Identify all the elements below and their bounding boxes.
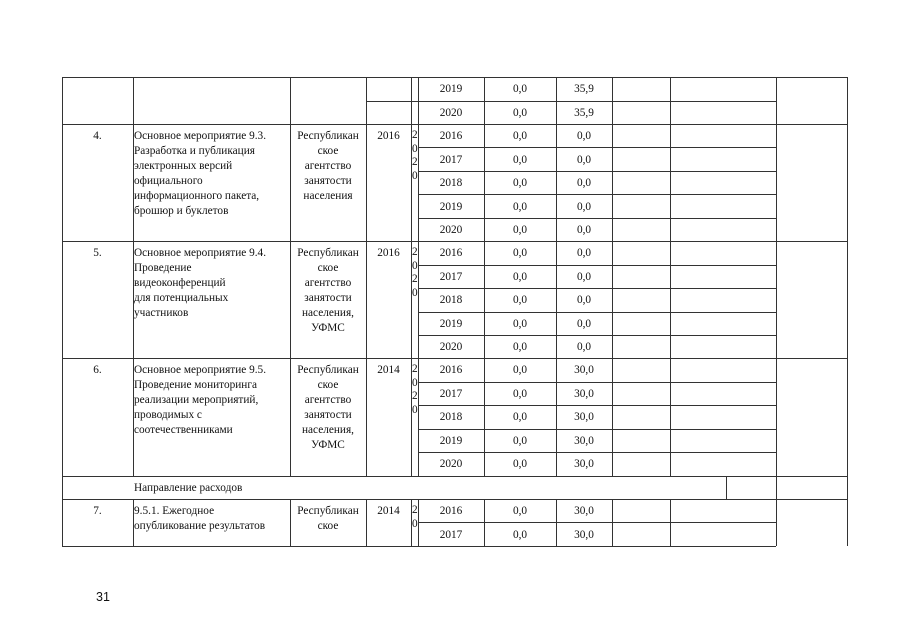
row-line <box>418 452 776 453</box>
year-cell: 2019 <box>439 435 463 447</box>
row-line <box>418 335 776 336</box>
value-cell: 0,0 <box>512 177 528 189</box>
section-label: Направление расходов <box>134 482 243 494</box>
activity-name: Основное мероприятие 9.5. Проведение мониторинга реализации мероприятий, проводимых с соотечественниками <box>134 364 267 436</box>
start-year: 2016 <box>377 130 400 142</box>
value-cell: 0,0 <box>576 318 592 330</box>
col-line <box>670 499 671 546</box>
row-line <box>418 522 776 523</box>
year-cell: 2020 <box>439 107 463 119</box>
start-year: 2016 <box>377 247 400 259</box>
end-year: 2 0 <box>412 504 418 530</box>
value-cell: 0,0 <box>512 341 528 353</box>
value-cell: 0,0 <box>512 271 528 283</box>
activity-name: Основное мероприятие 9.4. Проведение видеоконференций для потенциальных участников <box>134 247 267 319</box>
col-line <box>726 476 727 499</box>
row-line <box>366 101 776 102</box>
page-number: 31 <box>96 590 110 604</box>
col-line <box>612 77 613 476</box>
executor: Республикан ское агентство занятости населения, УФМС <box>297 247 359 334</box>
row-number: 7. <box>93 505 102 517</box>
value-cell: 35,9 <box>574 83 594 95</box>
year-cell: 2016 <box>439 505 463 517</box>
value-cell: 0,0 <box>576 224 592 236</box>
value-cell: 0,0 <box>512 83 528 95</box>
value-cell: 30,0 <box>574 505 594 517</box>
table-bottom-border <box>62 546 776 547</box>
block-line <box>62 241 848 242</box>
value-cell: 0,0 <box>512 294 528 306</box>
value-cell: 0,0 <box>512 411 528 423</box>
value-cell: 0,0 <box>512 388 528 400</box>
col-line <box>776 77 777 546</box>
block-line <box>62 358 848 359</box>
row-line <box>418 288 776 289</box>
executor: Республикан ское <box>297 505 359 532</box>
value-cell: 0,0 <box>576 154 592 166</box>
value-cell: 0,0 <box>512 201 528 213</box>
year-cell: 2020 <box>439 224 463 236</box>
year-cell: 2016 <box>439 364 463 376</box>
table-right-border <box>847 77 848 546</box>
end-year: 2 0 2 0 <box>412 129 418 182</box>
value-cell: 30,0 <box>574 458 594 470</box>
value-cell: 0,0 <box>576 177 592 189</box>
value-cell: 0,0 <box>512 130 528 142</box>
block-line <box>62 124 848 125</box>
row-line <box>418 312 776 313</box>
value-cell: 0,0 <box>576 201 592 213</box>
year-cell: 2019 <box>439 201 463 213</box>
block-line <box>62 476 848 477</box>
row-number: 6. <box>93 364 102 376</box>
value-cell: 0,0 <box>512 154 528 166</box>
row-number: 4. <box>93 130 102 142</box>
value-cell: 0,0 <box>512 458 528 470</box>
year-cell: 2017 <box>439 271 463 283</box>
col-line <box>612 499 613 546</box>
year-cell: 2017 <box>439 388 463 400</box>
year-cell: 2017 <box>439 154 463 166</box>
year-cell: 2020 <box>439 458 463 470</box>
year-cell: 2018 <box>439 411 463 423</box>
value-cell: 0,0 <box>512 318 528 330</box>
col-line <box>670 77 671 476</box>
end-year: 2 0 2 0 <box>412 363 418 416</box>
table-top-border <box>62 77 848 78</box>
executor: Республикан ское агентство занятости населения <box>297 130 359 202</box>
activity-name: Основное мероприятие 9.3. Разработка и публикация электронных версий официального информационного пакета, брошюр и буклетов <box>134 130 267 217</box>
value-cell: 30,0 <box>574 364 594 376</box>
year-cell: 2017 <box>439 529 463 541</box>
year-cell: 2019 <box>439 83 463 95</box>
row-line <box>418 382 776 383</box>
row-line <box>418 218 776 219</box>
year-cell: 2016 <box>439 130 463 142</box>
block-line <box>62 499 848 500</box>
end-year: 2 0 2 0 <box>412 246 418 299</box>
value-cell: 0,0 <box>512 364 528 376</box>
year-cell: 2020 <box>439 341 463 353</box>
value-cell: 30,0 <box>574 529 594 541</box>
year-cell: 2018 <box>439 294 463 306</box>
row-number: 5. <box>93 247 102 259</box>
year-cell: 2019 <box>439 318 463 330</box>
value-cell: 30,0 <box>574 388 594 400</box>
value-cell: 0,0 <box>512 224 528 236</box>
activity-name: 9.5.1. Ежегодное опубликование результатов <box>134 505 266 532</box>
year-cell: 2016 <box>439 247 463 259</box>
row-line <box>418 171 776 172</box>
value-cell: 0,0 <box>512 107 528 119</box>
value-cell: 0,0 <box>512 247 528 259</box>
row-line <box>418 405 776 406</box>
table-left-border <box>62 77 63 546</box>
row-line <box>418 265 776 266</box>
start-year: 2014 <box>377 505 400 517</box>
value-cell: 0,0 <box>512 505 528 517</box>
row-line <box>418 147 776 148</box>
value-cell: 35,9 <box>574 107 594 119</box>
row-line <box>418 429 776 430</box>
start-year: 2014 <box>377 364 400 376</box>
value-cell: 30,0 <box>574 411 594 423</box>
value-cell: 0,0 <box>576 130 592 142</box>
value-cell: 0,0 <box>512 529 528 541</box>
year-cell: 2018 <box>439 177 463 189</box>
executor: Республикан ское агентство занятости населения, УФМС <box>297 364 359 451</box>
value-cell: 0,0 <box>576 247 592 259</box>
value-cell: 0,0 <box>576 341 592 353</box>
value-cell: 30,0 <box>574 435 594 447</box>
value-cell: 0,0 <box>576 271 592 283</box>
row-line <box>418 194 776 195</box>
value-cell: 0,0 <box>512 435 528 447</box>
value-cell: 0,0 <box>576 294 592 306</box>
